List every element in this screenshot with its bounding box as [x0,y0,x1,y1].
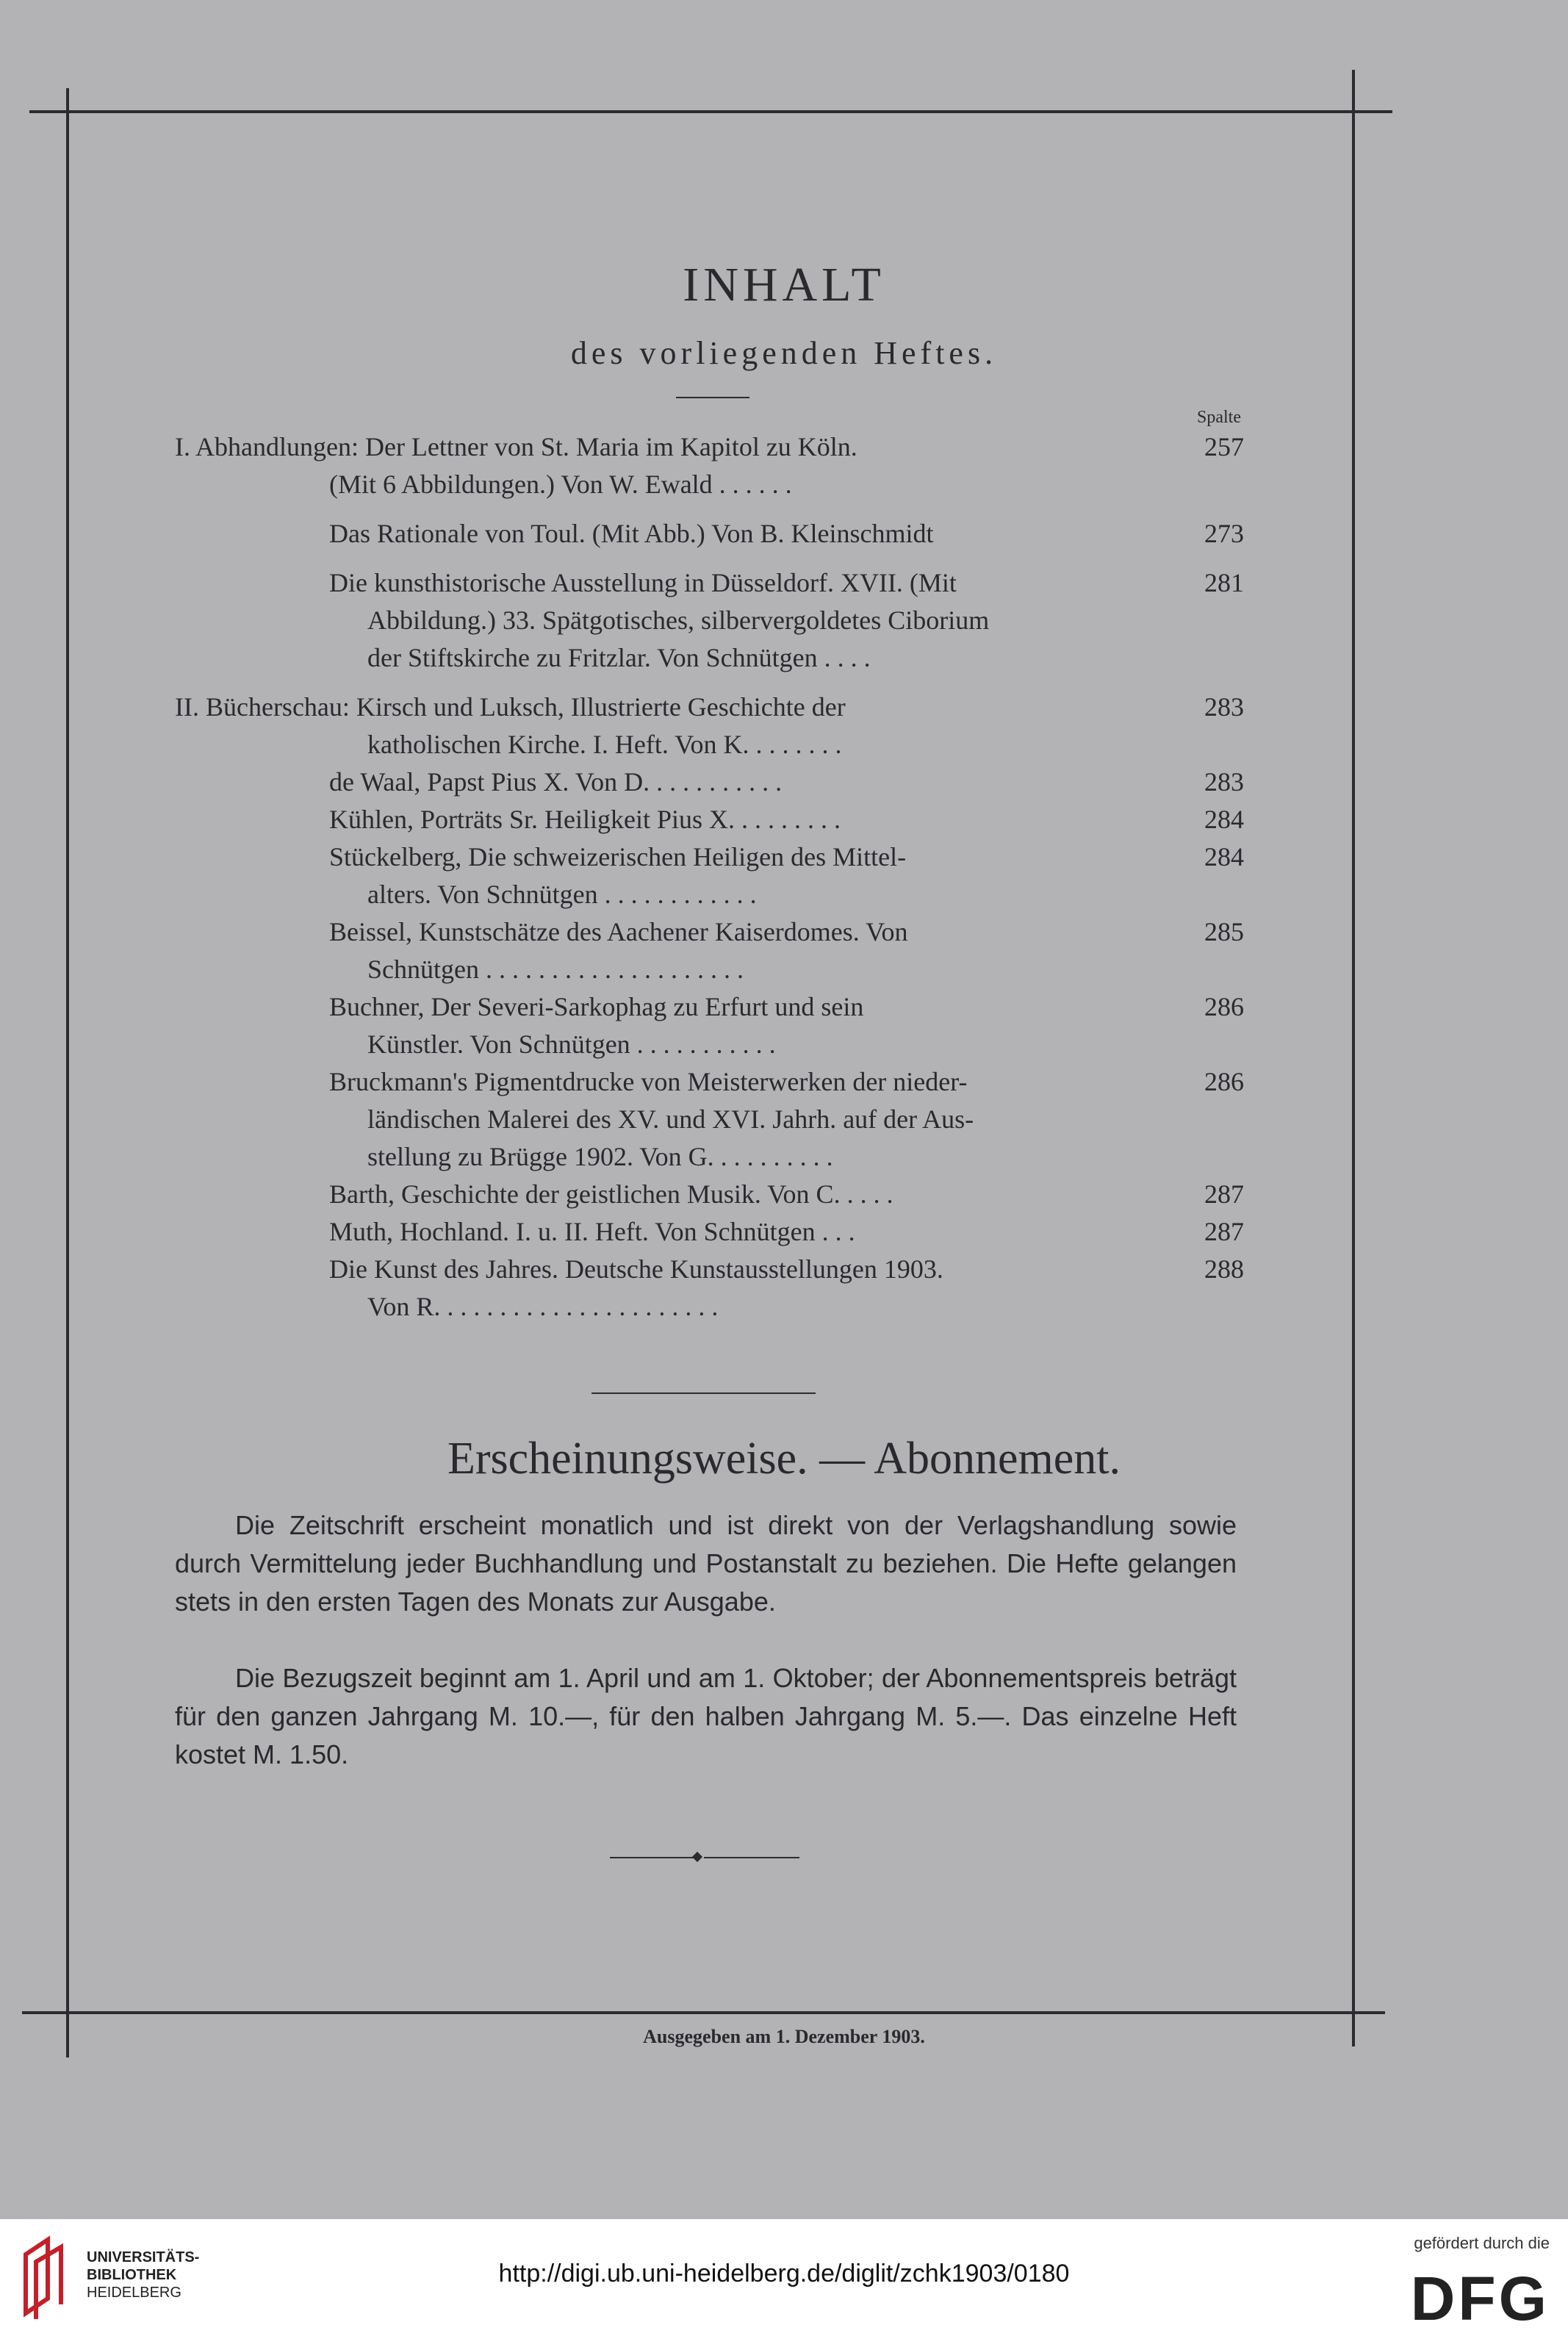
toc-line: Buchner, Der Severi-Sarkophag zu Erfurt und sein [329,992,864,1021]
table-of-contents [175,428,1244,1326]
toc-entry [175,838,1244,913]
toc-page: 288 [1204,1254,1244,1284]
toc-page: 285 [1204,917,1244,946]
toc-line: Bruckmann's Pigmentdrucke von Meisterwerken der nieder- [329,1067,968,1096]
toc-line: der Stiftskirche zu Fritzlar. Von Schnütgen . . . . [367,643,871,672]
toc-line: de Waal, Papst Pius X. Von D. . . . . . . . . . . [329,767,783,797]
frame-left-rule [66,88,69,2058]
toc-page: 287 [1204,1179,1244,1209]
toc-page: 281 [1204,568,1244,597]
section-divider [591,1392,816,1394]
toc-page: 257 [1204,432,1244,461]
page-title: INHALT [683,258,885,312]
toc-line: II. Bücherschau: Kirsch und Luksch, Illustrierte Geschichte der [175,692,846,722]
toc-page: 286 [1204,1067,1244,1096]
frame-top-rule [29,110,1392,113]
toc-entry [175,1213,1244,1251]
toc-entry [175,1251,1244,1326]
toc-line: Das Rationale von Toul. (Mit Abb.) Von B. Kleinschmidt [329,519,934,548]
toc-entry [175,428,1244,503]
column-label: Spalte [1197,408,1241,427]
ornament-line-left [610,1857,698,1858]
toc-page: 286 [1204,992,1244,1021]
toc-line: (Mit 6 Abbildungen.) Von W. Ewald . . . . . . [329,470,792,499]
toc-line: Künstler. Von Schnütgen . . . . . . . . . . . [367,1029,776,1059]
library-name-line: HEIDELBERG [87,2285,181,2301]
section-title: Erscheinungsweise. — Abonnement. [447,1434,1121,1484]
permalink[interactable]: http://digi.ub.uni-heidelberg.de/diglit/zchk1903/0180 [498,2260,1070,2288]
toc-line: Die kunsthistorische Ausstellung in Düsseldorf. XVII. (Mit [329,568,957,597]
toc-entry [175,1063,1244,1176]
toc-line: Beissel, Kunstschätze des Aachener Kaiserdomes. Von [329,917,908,946]
subscription-paragraph-2: Die Bezugszeit beginnt am 1. April und am 1. Oktober; der Abonnementspreis beträgt für den ganzen Jahrgang M. 10.—, für den halben Jahrgang M. 5.—. Das einzelne Heft kostet M. 1.50. [175,1663,1237,1769]
title-divider [676,397,749,398]
toc-entry [175,689,1244,763]
toc-entry [175,564,1244,677]
toc-line: Stückelberg, Die schweizerischen Heiligen des Mittel- [329,842,907,871]
toc-line: Barth, Geschichte der geistlichen Musik. Von C. . . . . [329,1179,893,1209]
library-name-line: UNIVERSITÄTS- [87,2249,200,2265]
toc-line: Abbildung.) 33. Spätgotisches, silbervergoldetes Ciborium [367,605,990,635]
ornament-diamond-icon [692,1852,702,1862]
toc-page: 283 [1204,767,1244,797]
toc-entry [175,763,1244,801]
toc-line: katholischen Kirche. I. Heft. Von K. . . . . . . . [367,730,842,759]
toc-line: I. Abhandlungen: Der Lettner von St. Maria im Kapitol zu Köln. [175,432,857,461]
toc-entry [175,913,1244,988]
toc-line: alters. Von Schnütgen . . . . . . . . . . . . [367,880,757,909]
page-subtitle: des vorliegenden Heftes. [570,335,998,371]
toc-page: 273 [1204,519,1244,548]
toc-page: 283 [1204,692,1244,722]
ornament-line-right [704,1857,799,1858]
digitization-banner [0,2219,1568,2336]
frame-bottom-rule [22,2011,1385,2014]
toc-entry [175,801,1244,838]
dfg-logo: DFG [1410,2264,1550,2333]
toc-line: Von R. . . . . . . . . . . . . . . . . . . . . . [367,1292,719,1321]
toc-line: Schnütgen . . . . . . . . . . . . . . . . . . . . [367,955,744,984]
toc-entry [175,1176,1244,1213]
funding-note: gefördert durch die [1414,2234,1550,2252]
toc-line: ländischen Malerei des XV. und XVI. Jahrh. auf der Aus- [367,1104,974,1134]
toc-line: Muth, Hochland. I. u. II. Heft. Von Schnütgen . . . [329,1217,855,1246]
subscription-paragraph-1: Die Zeitschrift erscheint monatlich und ist direkt von der Verlagshandlung sowie durch Vermittelung jeder Buchhandlung und Postanstalt zu beziehen. Die Hefte gelangen stets in den ersten Tagen des Monats zur Ausgabe. [175,1510,1237,1617]
toc-line: Kühlen, Porträts Sr. Heiligkeit Pius X. . . . . . . . . [329,805,841,834]
toc-page: 284 [1204,805,1244,834]
toc-page: 287 [1204,1217,1244,1246]
toc-entry [175,988,1244,1063]
library-name-line: BIBLIOTHEK [87,2267,177,2283]
issue-date: Ausgegeben am 1. Dezember 1903. [643,2026,925,2047]
toc-line: Die Kunst des Jahres. Deutsche Kunstausstellungen 1903. [329,1254,943,1284]
toc-line: stellung zu Brügge 1902. Von G. . . . . . . . . . [367,1142,833,1171]
toc-entry [175,515,1244,553]
toc-page: 284 [1204,842,1244,871]
